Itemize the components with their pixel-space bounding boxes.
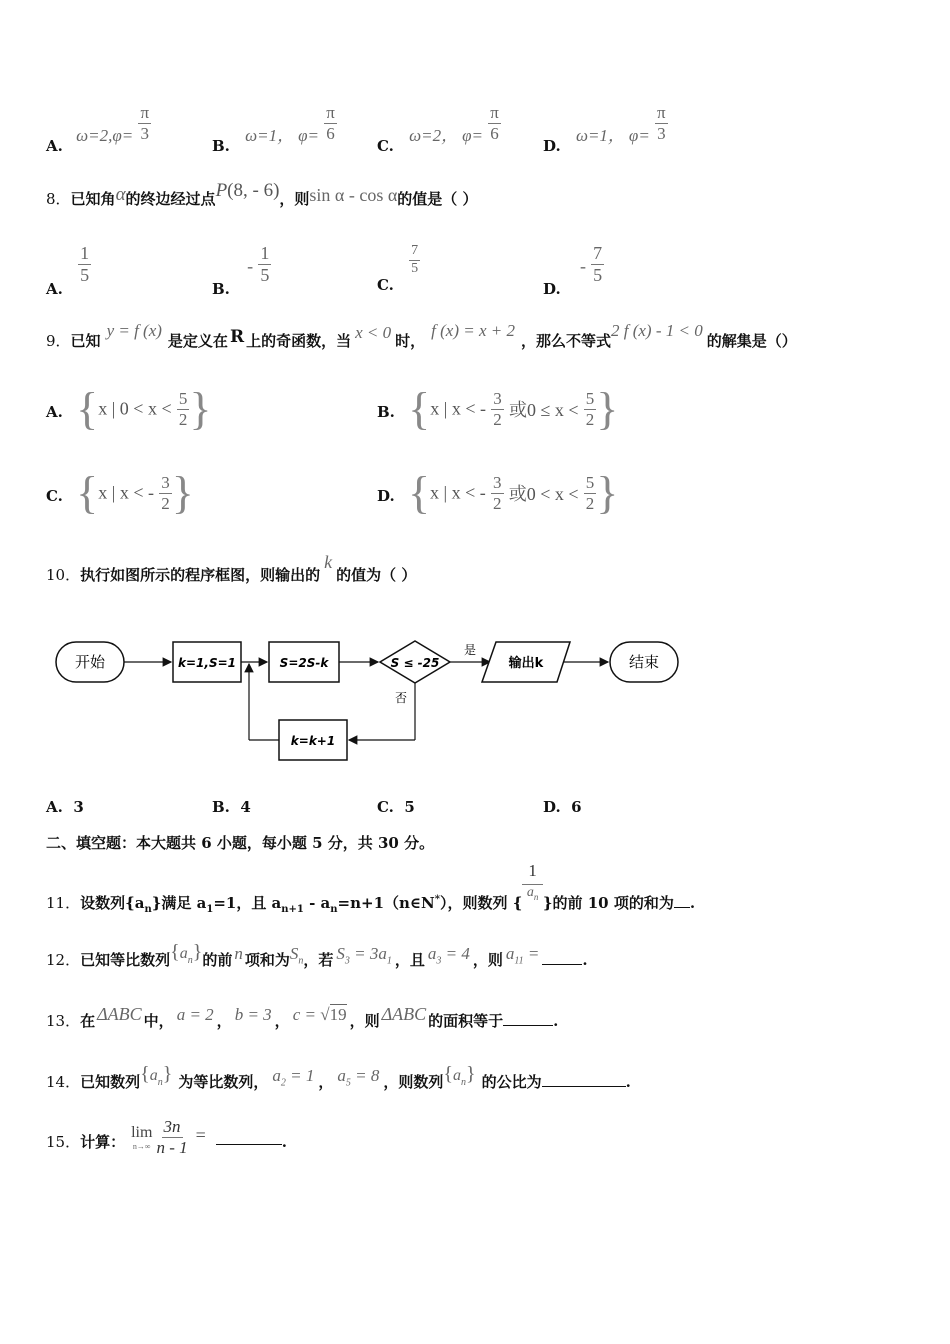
stem-text: ，则数列 (383, 1073, 444, 1091)
set-condition: x | x < - (430, 398, 486, 419)
expression: sin α - cos α (309, 185, 398, 205)
bound-fraction-2: $\frac{5}{2}$ (585, 388, 595, 429)
q14-stem (46, 1063, 631, 1095)
stem-text: ，且 (394, 951, 425, 969)
omega-value: ω=1， (245, 126, 295, 146)
question-number: 9． (46, 332, 71, 350)
option-label: C. (377, 137, 394, 156)
option-label: D. (543, 137, 561, 156)
question-number: 10． (46, 566, 81, 584)
q13-stem (46, 1004, 559, 1031)
bound-fraction: $\frac{5}{2}$ (178, 388, 188, 429)
variable-n: n (234, 944, 243, 963)
phi-label: φ= (298, 126, 320, 146)
stem-text: 的公比为 (481, 1073, 542, 1091)
flow-no-label: 否 (394, 691, 408, 705)
right-brace: } (189, 383, 212, 434)
option-fraction: $\frac{1}{5}$ (260, 243, 270, 285)
side-c: c = √19 (292, 1005, 347, 1024)
q8-option-a[interactable] (46, 243, 91, 299)
stem-text: ，则 (279, 190, 310, 208)
triangle-label: ΔABC (381, 1004, 427, 1024)
stem-text: ），则数列 { (439, 894, 523, 913)
stem-text: ，若 (303, 951, 334, 969)
flow-update-label: S=2S-k (279, 656, 329, 670)
asked-term: $a_{11}$ = (505, 944, 540, 967)
q9-option-c[interactable] (46, 467, 194, 518)
triangle-label: ΔABC (97, 1004, 142, 1024)
condition-2: $a_3 = 4$ (427, 944, 470, 967)
set-condition: x | 0 < x < (98, 398, 172, 419)
stem-text: 的值是（ ） (397, 190, 478, 208)
stem-text: 项和为 (244, 951, 290, 969)
flow-end-label: 结束 (628, 653, 660, 671)
stem-text: 为等比数列， (178, 1073, 269, 1091)
option-label: C. (377, 798, 394, 816)
q8-option-d[interactable] (543, 243, 604, 299)
stem-text: 执行如图所示的程序框图，则输出的 (80, 566, 321, 584)
phi-fraction: $\frac{\pi}{3}$ (657, 103, 666, 143)
stem-text: ， (318, 1073, 334, 1091)
q10-option-d[interactable] (543, 798, 582, 816)
stem-text: }满足 a (151, 894, 207, 913)
side-b: b = 3 (234, 1005, 272, 1024)
q8-stem (46, 180, 478, 210)
minus-sign: - (579, 256, 586, 277)
equals-sign: = (195, 1125, 206, 1146)
answer-blank[interactable] (542, 1072, 626, 1087)
right-brace: } (596, 383, 619, 434)
flow-start-label: 开始 (74, 653, 106, 671)
option-label: C. (46, 487, 63, 505)
question-number: 12． (46, 951, 81, 969)
question-number: 15． (46, 1133, 81, 1152)
phi-label: φ= (112, 126, 134, 146)
option-label: B. (212, 798, 230, 816)
stem-text: . (553, 1012, 559, 1030)
bound-fraction: $\frac{3}{2}$ (493, 472, 502, 513)
phi-fraction: $\frac{\pi}{6}$ (490, 103, 499, 143)
q9-option-d[interactable] (377, 467, 619, 518)
stem-text: =n+1（n∈N (337, 894, 435, 913)
stem-text: ，则 (349, 1012, 380, 1030)
phi-fraction: $\frac{\pi}{6}$ (326, 103, 335, 143)
variable-k: k (324, 552, 333, 572)
stem-text: . (281, 1133, 288, 1152)
option-value: 4 (240, 798, 251, 816)
side-a: a = 2 (176, 1005, 214, 1024)
option-fraction: $\frac{1}{5}$ (80, 243, 90, 285)
option-fraction: $\frac{7}{5}$ (411, 243, 419, 276)
subscript: n (330, 904, 338, 916)
inequality-expr: 2 f (x) - 1 < 0 (611, 321, 703, 340)
option-label: D. (543, 798, 561, 816)
minus-sign: - (247, 256, 254, 277)
q9-option-a[interactable] (46, 383, 212, 434)
stem-text: ， (216, 1012, 232, 1030)
right-brace: } (171, 467, 194, 518)
stem-text: 已知数列 (80, 1073, 141, 1091)
omega-value: ω=2， (409, 126, 459, 146)
bound-fraction-2: $\frac{5}{2}$ (585, 472, 595, 513)
subscript: 1 (206, 904, 214, 916)
stem-text: 的终边经过点 (125, 190, 216, 208)
function-expr: y = f (x) (106, 321, 162, 340)
omega-value: ω=2, (76, 126, 113, 146)
superscript: * (434, 894, 440, 906)
stem-text: 设数列{a (80, 894, 145, 913)
option-value: 5 (404, 798, 415, 816)
phi-label: φ= (628, 126, 650, 146)
sum-symbol: $S_n$ (289, 944, 304, 967)
flow-output-label: 输出k (508, 656, 544, 671)
point-coords: (8, - 6) (227, 180, 280, 201)
option-label: C. (377, 276, 394, 295)
reciprocal-fraction: $\frac{1}{a_n}$ (522, 862, 543, 902)
function-expr: f (x) = x + 2 (431, 321, 515, 340)
stem-text: 中， (143, 1012, 174, 1030)
question-number: 13． (46, 1012, 81, 1030)
bound-fraction: $\frac{3}{2}$ (161, 472, 170, 513)
q15-stem (46, 1118, 287, 1157)
term-a5: $a_5 = 8$ (337, 1066, 380, 1089)
limit-fraction: $\frac{3n}{n - 1}$ (156, 1117, 188, 1157)
seq-brace: $\{a_n\}$ (443, 1063, 476, 1088)
left-brace: { (408, 383, 431, 434)
q7-option-b[interactable] (212, 103, 337, 156)
stem-text: ，那么不等式 (520, 332, 611, 350)
stem-text: 已知角 (70, 190, 116, 208)
stem-text: 是定义在 (167, 332, 228, 350)
q8-option-b[interactable] (212, 243, 271, 299)
stem-text: 计算： (80, 1133, 126, 1152)
q8-option-c[interactable] (377, 243, 420, 295)
question-number: 14． (46, 1073, 81, 1091)
omega-value: ω=1， (575, 126, 625, 146)
limit-operator: lim n→∞ (131, 1123, 153, 1151)
stem-text: 的面积等于 (428, 1012, 504, 1030)
q7-option-d[interactable] (543, 103, 668, 156)
flow-decision-label: S ≤ -25 (390, 656, 440, 670)
bound-fraction: $\frac{3}{2}$ (493, 388, 502, 429)
stem-text: 时， (395, 332, 426, 350)
stem-text: 的解集是（） (706, 332, 797, 350)
stem-text: ，则 (472, 951, 503, 969)
section-title: 二、填空题：本大题共 6 小题，每小题 5 分，共 30 分。 (46, 834, 435, 852)
term-a2: $a_2 = 1$ (272, 1066, 315, 1089)
real-set-symbol: R (229, 327, 245, 347)
q10-stem (46, 552, 417, 585)
option-label: D. (377, 487, 395, 505)
subscript: n (144, 904, 152, 916)
right-brace: } (596, 467, 619, 518)
answer-blank[interactable] (542, 950, 582, 965)
left-brace: { (76, 467, 99, 518)
q10-option-a[interactable] (46, 798, 84, 816)
phi-fraction: $\frac{\pi}{3}$ (140, 103, 150, 143)
stem-text: 的前 (202, 951, 233, 969)
q9-stem (46, 321, 797, 351)
stem-text: =1，且 a (213, 894, 282, 913)
set-condition-2: 或0 < x < (508, 484, 579, 504)
seq-brace: $\{a_n\}$ (140, 1063, 173, 1088)
seq-brace: $\{a_n\}$ (170, 941, 203, 966)
option-label: A. (46, 280, 63, 299)
q7-option-c[interactable] (377, 103, 501, 156)
stem-text: }的前 10 项的和为 (542, 894, 674, 913)
q10-option-b[interactable] (212, 798, 251, 816)
stem-text: 上的奇函数，当 (246, 332, 352, 350)
option-label: B. (377, 403, 395, 421)
option-label: D. (543, 280, 561, 299)
set-condition-2: 或0 ≤ x < (508, 400, 579, 420)
flow-increment-label: k=k+1 (290, 734, 336, 748)
point-label: P (215, 180, 228, 201)
flowchart (0, 620, 950, 780)
stem-text: . (582, 951, 588, 969)
option-label: B. (212, 280, 230, 299)
alpha-symbol: α (115, 184, 126, 205)
q7-option-a[interactable] (46, 103, 151, 156)
stem-text: 在 (80, 1012, 96, 1030)
answer-blank[interactable] (503, 1011, 553, 1026)
stem-text: 已知等比数列 (80, 951, 171, 969)
stem-text: . (689, 894, 696, 913)
stem-text: ， (274, 1012, 290, 1030)
option-value: 6 (571, 798, 582, 816)
left-brace: { (76, 383, 99, 434)
option-value: 3 (73, 798, 84, 816)
option-label: A. (46, 137, 63, 156)
condition-expr: x < 0 (355, 323, 392, 342)
stem-text: . (625, 1073, 631, 1091)
phi-label: φ= (462, 126, 484, 146)
q12-stem (46, 941, 588, 973)
set-condition: x | x < - (430, 482, 486, 503)
stem-text: - a (303, 894, 331, 913)
answer-blank[interactable] (216, 1130, 282, 1145)
q10-option-c[interactable] (377, 798, 415, 816)
stem-text: 的值为（ ） (336, 566, 417, 584)
flow-init-label: k=1,S=1 (178, 656, 236, 670)
condition-1: $S_3 = 3a_1$ (336, 944, 392, 967)
left-brace: { (407, 467, 431, 518)
option-label: A. (46, 403, 63, 421)
stem-text: 已知 (70, 332, 101, 350)
question-number: 8． (46, 190, 71, 208)
answer-blank[interactable] (674, 893, 690, 908)
option-label: A. (46, 798, 63, 816)
option-fraction: $\frac{7}{5}$ (593, 243, 603, 285)
set-condition: x | x < - (98, 482, 154, 503)
q9-option-b[interactable] (377, 383, 619, 434)
question-number: 11． (46, 894, 81, 913)
flow-yes-label: 是 (463, 643, 477, 657)
option-label: B. (212, 137, 230, 156)
subscript: n+1 (281, 904, 304, 916)
